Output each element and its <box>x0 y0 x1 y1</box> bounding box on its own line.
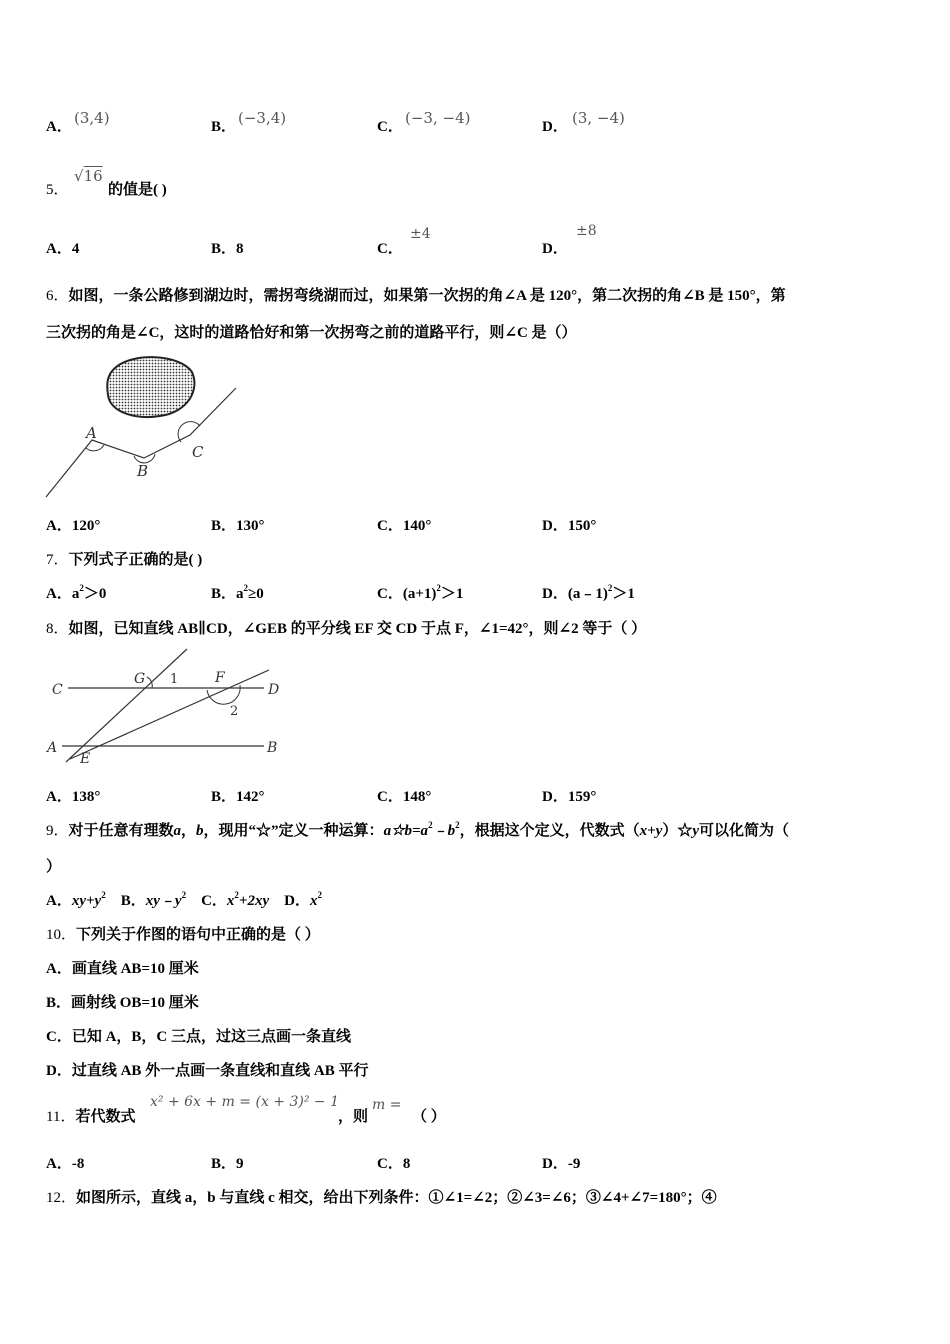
q12-number: 12． <box>46 1190 77 1206</box>
q8-option-c: C．148° <box>377 789 432 805</box>
q4-option-d: D． <box>542 119 568 135</box>
q7-option-b: B．$a^2\ge 0$ <box>211 583 264 602</box>
q7-text: 下列式子正确的是( ) <box>68 552 203 568</box>
q10-option-d: D．过直线 AB 外一点画一条直线和直线 AB 平行 <box>46 1063 369 1079</box>
q5-option-d-value: ±8 <box>576 223 597 239</box>
q6-option-a: A．120° <box>46 518 101 534</box>
q4-option-b-value: (−3,4) <box>238 109 287 127</box>
q9-option-d: D．$x^2$ <box>284 890 322 909</box>
q9-option-b: B．$xy﹣y^2$ <box>120 890 187 909</box>
label-b: B <box>137 462 149 480</box>
q8-option-a: A．138° <box>46 789 101 805</box>
q6-line2: 三次拐的角是∠C，这时的道路恰好和第一次拐弯之前的道路平行，则∠C 是（） <box>46 325 577 341</box>
q5-number: 5． <box>46 182 69 198</box>
q6-option-c: C．140° <box>377 518 432 534</box>
q8-number: 8． <box>46 621 69 637</box>
q4-option-b: B． <box>211 119 237 135</box>
q4-option-d-value: (3, −4) <box>572 109 625 127</box>
q6-option-d: D．150° <box>542 518 597 534</box>
q11-formula: x² + 6x + m = (x + 3)² − 1 <box>150 1094 339 1110</box>
q6-line1: 如图，一条公路修到湖边时，需拐弯绕湖而过，如果第一次拐的角∠A 是 120°，第二次拐的角∠B 是 150°，第 <box>68 288 786 304</box>
lake-shape <box>107 357 194 417</box>
q5-option-a: A．4 <box>46 241 80 257</box>
q5-option-c: C． <box>377 241 403 257</box>
q10-option-a: A．画直线 AB=10 厘米 <box>46 961 199 977</box>
q6-number: 6． <box>46 288 69 304</box>
label-g: G <box>134 671 146 687</box>
q11-option-d: D．-9 <box>542 1156 581 1172</box>
q9-options <box>46 889 322 910</box>
q5-option-d: D． <box>542 241 568 257</box>
q10-option-c: C．已知 A，B，C 三点，过这三点画一条直线 <box>46 1029 352 1045</box>
q8-option-b: B．142° <box>211 789 265 805</box>
label-1: 1 <box>170 672 179 687</box>
label-e: E <box>80 751 91 767</box>
q8-stem <box>46 617 646 638</box>
q9-line2: ） <box>46 859 62 875</box>
label-c: C <box>192 443 204 461</box>
q6-option-b: B．130° <box>211 518 265 534</box>
q11-stem: 11．若代数式 <box>46 1109 136 1125</box>
q7-stem <box>46 548 202 569</box>
line-ge <box>66 649 187 762</box>
q8-text: 如图，已知直线 AB∥CD，∠GEB 的平分线 EF 交 CD 于点 F，∠1=42°，则∠2 等于（ ） <box>68 621 647 637</box>
q5-option-c-value: ±4 <box>410 226 431 242</box>
q10-option-b: B．画射线 OB=10 厘米 <box>46 995 199 1011</box>
q9-stem: 9．对于任意有理数a，b，现用“☆”定义一种运算：$a☆b=a^2﹣b^2$，根据这个定义，代数式（x+y）☆y可以化简为（ <box>46 820 790 839</box>
q10-stem <box>46 923 320 944</box>
label-b: B <box>267 740 278 756</box>
q4-option-c-value: (−3, −4) <box>405 109 471 127</box>
q11-paren: （ ） <box>412 1109 446 1125</box>
label-a: A <box>47 740 58 756</box>
q8-option-d: D．159° <box>542 789 597 805</box>
q12-stem <box>46 1186 717 1207</box>
q9-option-c: C．$x^2+2xy$ <box>201 890 270 909</box>
angle-a-arc <box>86 445 104 451</box>
q11-option-b: B．9 <box>211 1156 244 1172</box>
q5-option-b: B．8 <box>211 241 244 257</box>
label-a: A <box>86 424 97 442</box>
q11-m: m = <box>372 1097 402 1113</box>
q7-number: 7． <box>46 552 69 568</box>
q6-figure <box>40 350 250 505</box>
q10-text: 下列关于作图的语句中正确的是（ ） <box>76 927 320 943</box>
q11-number: 11． <box>46 1109 76 1125</box>
q10-number: 10． <box>46 927 77 943</box>
label-d: D <box>268 682 280 698</box>
q4-option-c: C． <box>377 119 403 135</box>
q7-option-c: C．$(a+1)^2>1$ <box>377 583 464 602</box>
label-c: C <box>52 682 63 698</box>
q5-radical: √16 <box>74 167 103 185</box>
q11-option-c: C．8 <box>377 1156 411 1172</box>
label-f: F <box>215 670 225 686</box>
q7-option-d: D．(a﹣1)$^2$＞1 <box>542 583 635 602</box>
q11-option-a: A．-8 <box>46 1156 85 1172</box>
q12-text: 如图所示，直线 a，b 与直线 c 相交，给出下列条件：①∠1=∠2；②∠3=∠6；③∠4+∠7=180°；④ <box>76 1190 717 1206</box>
q4-option-a: A． <box>46 119 72 135</box>
q5-stem: 的值是( ) <box>108 182 167 198</box>
q7-option-a: A．$a^2>0$ <box>46 583 107 602</box>
q8-figure <box>44 645 294 770</box>
q4-option-a-value: (3,4) <box>74 109 110 127</box>
label-2: 2 <box>230 704 239 719</box>
q6-stem <box>46 284 786 305</box>
q11-then: ，则 <box>338 1109 369 1125</box>
q9-option-a: A．$xy+y^2$ <box>46 890 106 909</box>
